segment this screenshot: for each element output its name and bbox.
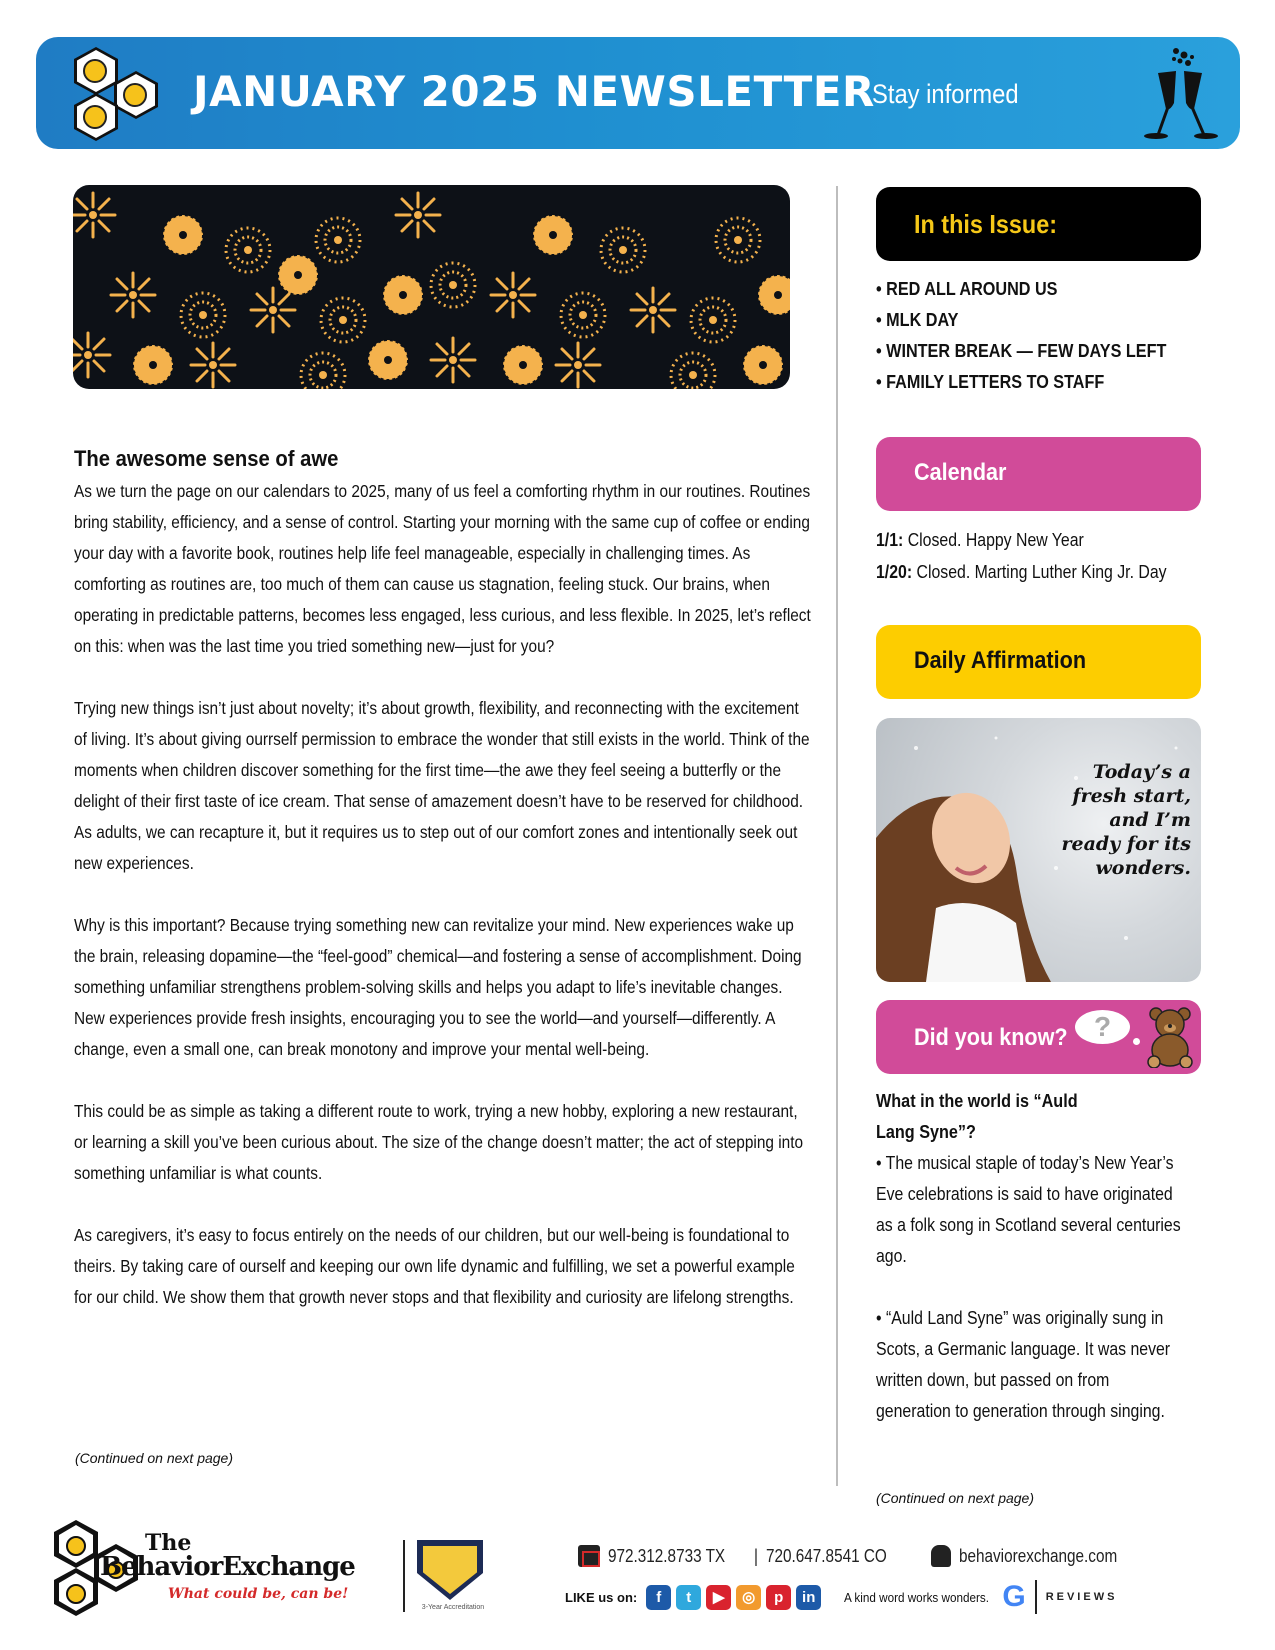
event-date: 1/1: [876, 530, 904, 550]
web-click-icon [931, 1545, 951, 1567]
newsletter-title: JANUARY 2025 NEWSLETTER [193, 67, 875, 116]
question-bubble-icon: ? [1075, 1010, 1130, 1044]
fireworks-banner-image [73, 185, 790, 389]
youtube-icon[interactable]: ▶ [706, 1585, 731, 1610]
affirmation-image [876, 718, 1201, 982]
main-article [74, 446, 809, 1344]
instagram-icon[interactable]: ◎ [736, 1585, 761, 1610]
article-title: The awesome sense of awe [74, 446, 339, 471]
newsletter-subtitle: Stay informed [872, 79, 1019, 109]
phone-separator: | [753, 1545, 758, 1566]
brand-tagline: What could be, can be! [168, 1586, 349, 1602]
reviews-divider [1035, 1580, 1037, 1614]
calendar-title: Calendar [914, 459, 1007, 486]
calendar-header [876, 437, 1201, 511]
article-paragraph: This could be as simple as taking a different route to work, trying a new hobby, exploring a new restaurant, or learning a skill you’ve been curious about. The size of the change doesn’t matter; the act of stepping into something unfamiliar is what counts. [74, 1101, 804, 1183]
did-you-know-content [876, 1086, 1216, 1427]
affirmation-quote [1021, 760, 1191, 880]
google-icon[interactable]: G [1002, 1580, 1026, 1613]
calendar-event [876, 524, 1167, 556]
facebook-icon[interactable]: f [646, 1585, 671, 1610]
did-you-know-question: What in the world is “Auld Lang Syne”? [876, 1091, 1078, 1142]
phone-tx[interactable]: 972.312.8733 TX [608, 1545, 726, 1566]
accreditation-label: 3-Year Accreditation [421, 1604, 485, 1611]
calendar-events [876, 524, 1206, 588]
accreditation-badge-icon [417, 1540, 483, 1600]
newsletter-header [36, 37, 1240, 149]
event-text: Closed. Happy New Year [903, 530, 1084, 550]
column-divider [836, 186, 838, 1486]
issue-item[interactable]: • RED ALL AROUND US [876, 279, 1058, 299]
brand-name: BehaviorExchange [100, 1552, 355, 1582]
contact-row [578, 1545, 1145, 1567]
bear-icon [1144, 1006, 1196, 1068]
did-you-know-title: Did you know? [914, 1024, 1068, 1051]
phone-co[interactable]: 720.647.8541 CO [766, 1545, 888, 1566]
quote-line: wonders. [1095, 857, 1191, 879]
kind-word-text: A kind word works wonders. [844, 1589, 990, 1605]
like-us-label: LIKE us on: [565, 1589, 638, 1605]
thought-dot [1133, 1038, 1140, 1045]
google-reviews-link[interactable]: REVIEWS [1045, 1591, 1118, 1603]
in-this-issue-title: In this Issue: [914, 209, 1058, 239]
in-this-issue-header [876, 187, 1201, 261]
social-row [565, 1580, 1117, 1614]
did-you-know-header [876, 1000, 1201, 1074]
champagne-glasses-icon [1136, 43, 1226, 143]
article-paragraph: Why is this important? Because trying something new can revitalize your mind. New experiences wake up the brain, releasing dopamine—the “feel-good” chemical—and fostering a sense of accomplishment. Doing something unfamiliar strengthens problem-solving skills and helps you adapt to life’s inevitable changes. New experiences provide fresh insights, encouraging you to see the world—and yourself—differently. A change, even a small one, can break monotony and improve your mental well-being. [74, 915, 802, 1059]
phone-icon [578, 1545, 600, 1567]
article-paragraph: As we turn the page on our calendars to 2025, many of us feel a comforting rhythm in our routines. Routines bring stability, efficiency, and a sense of control. Starting your morning with the same cup of coffee or ending your day with a favorite book, routines help life feel manageable, especially in challenging times. As comforting as routines are, too much of them can cause us stagnation, feeling stuck. Our brains, when operating in predictable patterns, becomes less engaged, less curious, and less flexible. In 2025, let’s reflect on this: when was the last time you tried something new—just for you? [74, 481, 811, 656]
did-you-know-fact: • “Auld Land Syne” was originally sung in Scots, a Germanic language. It was never written down, but passed on from generation to generation through singing. [876, 1308, 1171, 1421]
quote-line: fresh start, [1072, 785, 1191, 807]
issue-item[interactable]: • MLK DAY [876, 310, 959, 330]
issue-item[interactable]: • WINTER BREAK — FEW DAYS LEFT [876, 341, 1167, 361]
did-you-know-fact: • The musical staple of today’s New Year’s Eve celebrations is said to have originated as a folk song in Scotland several centuries ago. [876, 1153, 1181, 1266]
continued-note: (Continued on next page) [75, 1450, 233, 1466]
issue-item[interactable]: • FAMILY LETTERS TO STAFF [876, 372, 1105, 392]
continued-note: (Continued on next page) [876, 1490, 1034, 1506]
quote-line: Today’s a [1092, 761, 1191, 783]
quote-line: and I’m [1109, 809, 1191, 831]
footer-divider [403, 1540, 405, 1612]
quote-line: ready for its [1061, 833, 1191, 855]
brand-the: The [145, 1530, 192, 1556]
article-paragraph: Trying new things isn’t just about novelty; it’s about growth, flexibility, and reconnecting with the excitement of living. It’s about giving ourrself permission to embrace the wonder that still exists in the world. Think of the moments when children discover something for the first time—the awe they feel seeing a butterfly or the delight of their first taste of ice cream. That sense of amazement doesn’t have to be reserved for childhood. As adults, we can recapture it, but it requires us to step out of our comfort zones and intentionally seek out new experiences. [74, 698, 810, 873]
issue-list [876, 274, 1199, 398]
daily-affirmation-title: Daily Affirmation [914, 647, 1087, 674]
website-link[interactable]: behaviorexchange.com [958, 1545, 1117, 1566]
twitter-icon[interactable]: t [676, 1585, 701, 1610]
event-text: Closed. Marting Luther King Jr. Day [912, 562, 1167, 582]
fireworks-pattern [73, 185, 790, 389]
pinterest-icon[interactable]: p [766, 1585, 791, 1610]
linkedin-icon[interactable]: in [796, 1585, 821, 1610]
calendar-event [876, 556, 1167, 588]
article-paragraph: As caregivers, it’s easy to focus entirely on the needs of our children, but our well-being is foundational to theirs. By taking care of ourself and keeping our own life dynamic and fulfilling, we set a powerful example for our child. We show them that growth never stops and that flexibility and curiosity are lifelong strengths. [74, 1225, 795, 1307]
daily-affirmation-header [876, 625, 1201, 699]
event-date: 1/20: [876, 562, 913, 582]
